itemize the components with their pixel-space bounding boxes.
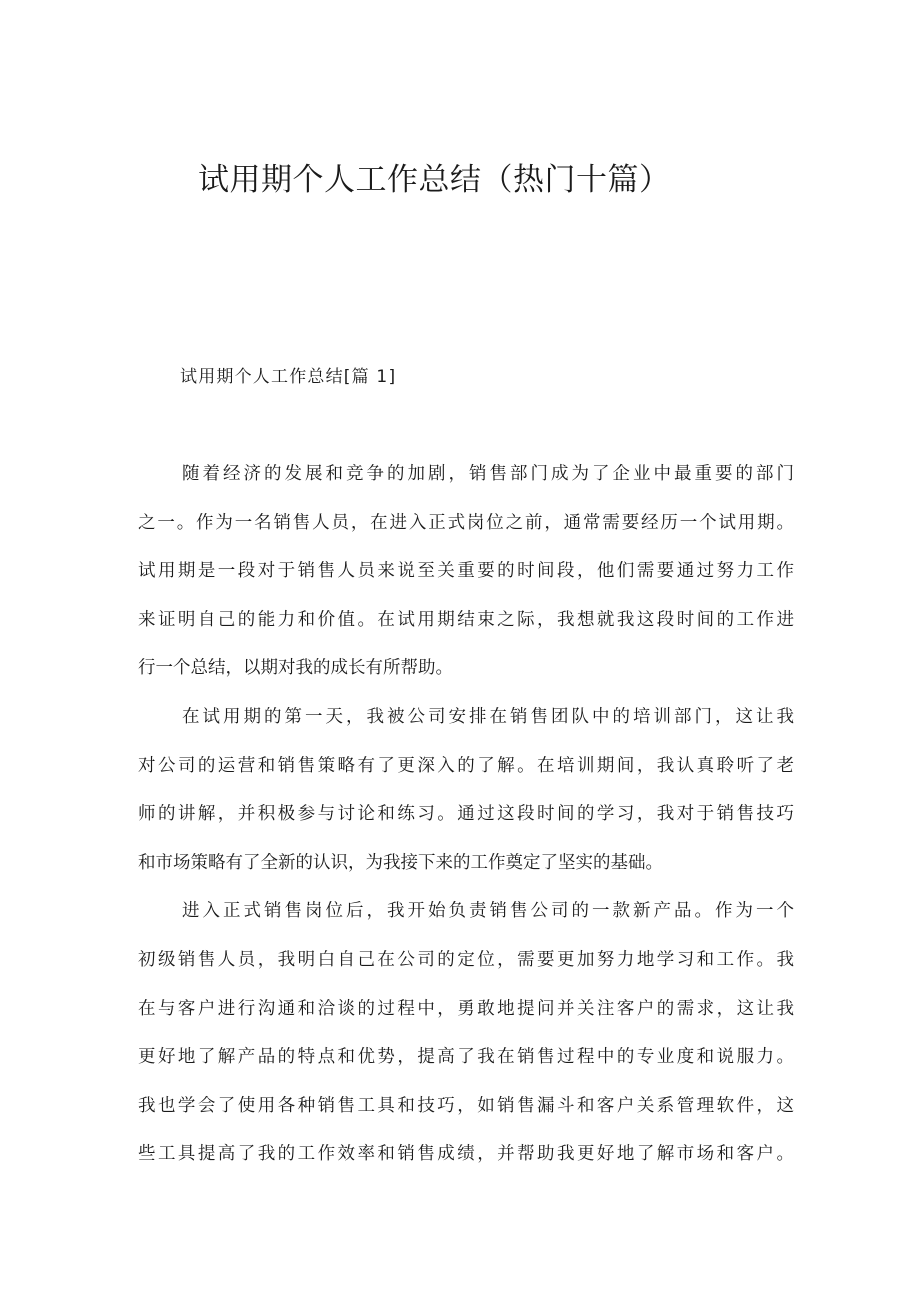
paragraph-line: 之一。作为一名销售人员，在进入正式岗位之前，通常需要经历一个试用期。 — [138, 512, 794, 533]
paragraph-line: 更好地了解产品的特点和优势，提高了我在销售过程中的专业度和说服力。 — [138, 1047, 794, 1068]
paragraph-line: 进入正式销售岗位后，我开始负责销售公司的一款新产品。作为一个 — [182, 901, 794, 922]
paragraph-line: 试用期是一段对于销售人员来说至关重要的时间段，他们需要通过努力工作 — [138, 561, 794, 582]
paragraph-line: 师的讲解，并积极参与讨论和练习。通过这段时间的学习，我对于销售技巧 — [138, 804, 794, 825]
body-text — [138, 450, 794, 1179]
paragraph-line: 在与客户进行沟通和洽谈的过程中，勇敢地提问并关注客户的需求，这让我 — [138, 998, 794, 1019]
paragraph-line: 我也学会了使用各种销售工具和技巧，如销售漏斗和客户关系管理软件，这 — [138, 1095, 794, 1116]
paragraph-line: 和市场策略有了全新的认识，为我接下来的工作奠定了坚实的基础。 — [138, 852, 663, 873]
paragraph-line: 随着经济的发展和竞争的加剧，销售部门成为了企业中最重要的部门 — [182, 464, 794, 484]
paragraph-line: 行一个总结，以期对我的成长有所帮助。 — [138, 658, 453, 679]
section-heading: 试用期个人工作总结[篇 1] — [180, 367, 397, 387]
paragraph-line: 初级销售人员，我明白自己在公司的定位，需要更加努力地学习和工作。我 — [138, 949, 794, 970]
paragraph-line: 些工具提高了我的工作效率和销售成绩，并帮助我更好地了解市场和客户。 — [138, 1144, 794, 1165]
document-title: 试用期个人工作总结（热门十篇） — [198, 162, 671, 198]
paragraph-line: 在试用期的第一天，我被公司安排在销售团队中的培训部门，这让我 — [182, 706, 794, 727]
paragraph-line: 来证明自己的能力和价值。在试用期结束之际，我想就我这段时间的工作进 — [138, 609, 794, 630]
paragraph-line: 对公司的运营和销售策略有了更深入的了解。在培训期间，我认真聆听了老 — [138, 755, 794, 776]
